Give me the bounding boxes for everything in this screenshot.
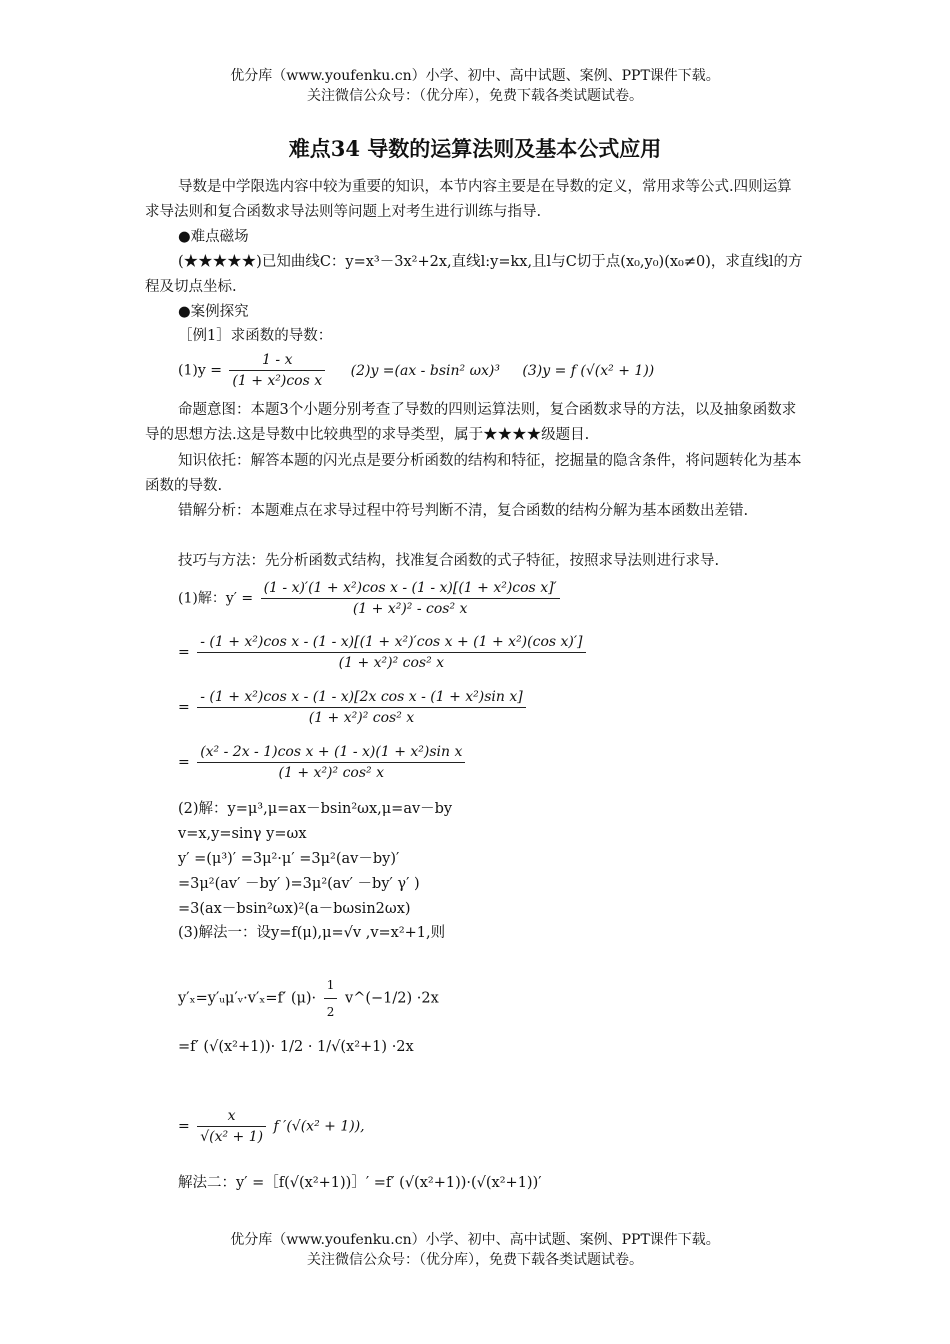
half-den: 2 [326,1005,335,1019]
sol3-l3-end: ·2x [391,1039,414,1055]
example-heading: ［例1］求函数的导数： [178,328,333,344]
example-formulas [178,352,654,389]
step-1-den: (1 + x²)² - cos² x [352,601,468,617]
basis-paragraph: 知识依托：解答本题的闪光点是要分析函数的结构和特征，挖掘量的隐含条件，将问题转化为基本函数的导数. [145,453,802,494]
problem-statement: (★★★★★)已知曲线C：y=x³－3x²+2x,直线l:y=kx,且l与C切于点(x₀,y₀)(x₀≠0)，求直线l的方程及切点坐标. [145,254,803,295]
formula-1-num: 1 - x [229,352,325,371]
sol3-l3-start: =f′ (√(x²+1))· [178,1039,276,1055]
step-2-den: (1 + x²)² cos² x [338,655,445,671]
formula-1-label: (1)y = [178,362,222,379]
solution-1-step-3 [178,689,529,726]
formula-2: (2)y =(ax - bsin² ωx)³ [350,362,500,379]
solution-1-label: (1)解：y′ = [178,590,254,607]
solution-2-line-4: =3μ²(av′ －by′ )=3μ²(av′ －by′ γ′ ) [178,876,420,892]
step-3-num: - (1 + x²)cos x - (1 - x)[2x cos x - (1 + x²)sin x] [197,689,526,708]
footer-line-1: 优分库（www.youfenku.cn）小学、初中、高中试题、案例、PPT课件下载。 [230,1232,720,1248]
formula-1-den: (1 + x²)cos x [232,373,323,389]
l4-den: √(x² + 1) [200,1129,264,1145]
solution-1-step-4 [178,744,468,781]
solution-3-line-4 [178,1108,365,1145]
step-4-num: (x² - 2x - 1)cos x + (1 - x)(1 + x²)sin x [197,744,465,763]
errors-paragraph: 错解分析：本题难点在求导过程中符号判断不清，复合函数的结构分解为基本函数出差错. [178,503,749,519]
formula-3: (3)y = f (√(x² + 1)) [522,362,655,379]
method-paragraph: 技巧与方法：先分析函数式结构，找准复合函数的式子特征，按照求导法则进行求导. [178,553,720,569]
eq-sign: = [178,644,190,661]
eq-sign: = [178,1118,190,1135]
sol3-l2-start: y′ₓ=y′ᵤμ′ᵥ·v′ₓ=f′ (μ)· [178,990,317,1007]
sol3-l3-frac: 1/2 · 1/√(x²+1) [279,1039,388,1055]
step-4-den: (1 + x²)² cos² x [278,765,384,781]
intro-paragraph: 导数是中学限选内容中较为重要的知识，本节内容主要是在导数的定义，常用求等公式.四则运算求导法则和复合函数求导法则等问题上对考生进行训练与指导. [145,179,792,220]
l4-num: x [197,1108,266,1127]
section-heading-cases: ●案例探究 [178,304,249,320]
solution-1-step-2 [178,634,589,671]
intent-paragraph: 命题意图：本题3个小题分别考查了导数的四则运算法则，复合函数求导的方法，以及抽象函数求导的思想方法.这是导数中比较典型的求导类型，属于★★★★级题目. [145,402,797,443]
half-num: 1 [324,974,338,999]
solution-1-step-1 [178,580,563,617]
solution-2-line-5: =3(ax－bsin²ωx)²(a－bωsin2ωx) [178,901,411,917]
eq-sign: = [178,754,190,771]
solution-3-line-5: 解法二：y′ =［f(√(x²+1))］′ =f′ (√(x²+1))·(√(x²+1))′ [178,1175,542,1191]
solution-3-line-1: (3)解法一：设y=f(μ),μ=√v ,v=x²+1,则 [178,925,446,941]
page-title: 难点34 导数的运算法则及基本公式应用 [288,136,662,161]
step-3-den: (1 + x²)² cos² x [308,710,415,726]
solution-3-line-3 [178,1036,414,1058]
footer-line-2: 关注微信公众号：（优分库），免费下载各类试题试卷。 [307,1252,643,1268]
header-line-2: 关注微信公众号：（优分库），免费下载各类试题试卷。 [307,88,643,104]
l4-rest: f ′(√(x² + 1)), [273,1118,365,1135]
step-2-num: - (1 + x²)cos x - (1 - x)[(1 + x²)′cos x + (1 + x²)(cos x)′] [197,634,585,653]
section-heading-difficulty: ●难点磁场 [178,229,249,245]
solution-2-line-3: y′ =(μ³)′ =3μ²·μ′ =3μ²(av－by)′ [178,851,400,867]
solution-2-line-1: (2)解：y=μ³,μ=ax－bsin²ωx,μ=av－by [178,801,453,817]
step-1-num: (1 - x)′(1 + x²)cos x - (1 - x)[(1 + x²)cos x]′ [261,580,560,599]
solution-2-line-2: v=x,y=sinγ y=ωx [178,826,307,842]
solution-3-line-2 [178,974,439,1023]
formula-1-fraction [229,352,325,389]
header-line-1: 优分库（www.youfenku.cn）小学、初中、高中试题、案例、PPT课件下载。 [230,68,720,84]
sol3-l2-rest: v^(−1/2) ·2x [345,990,439,1007]
eq-sign: = [178,699,190,716]
